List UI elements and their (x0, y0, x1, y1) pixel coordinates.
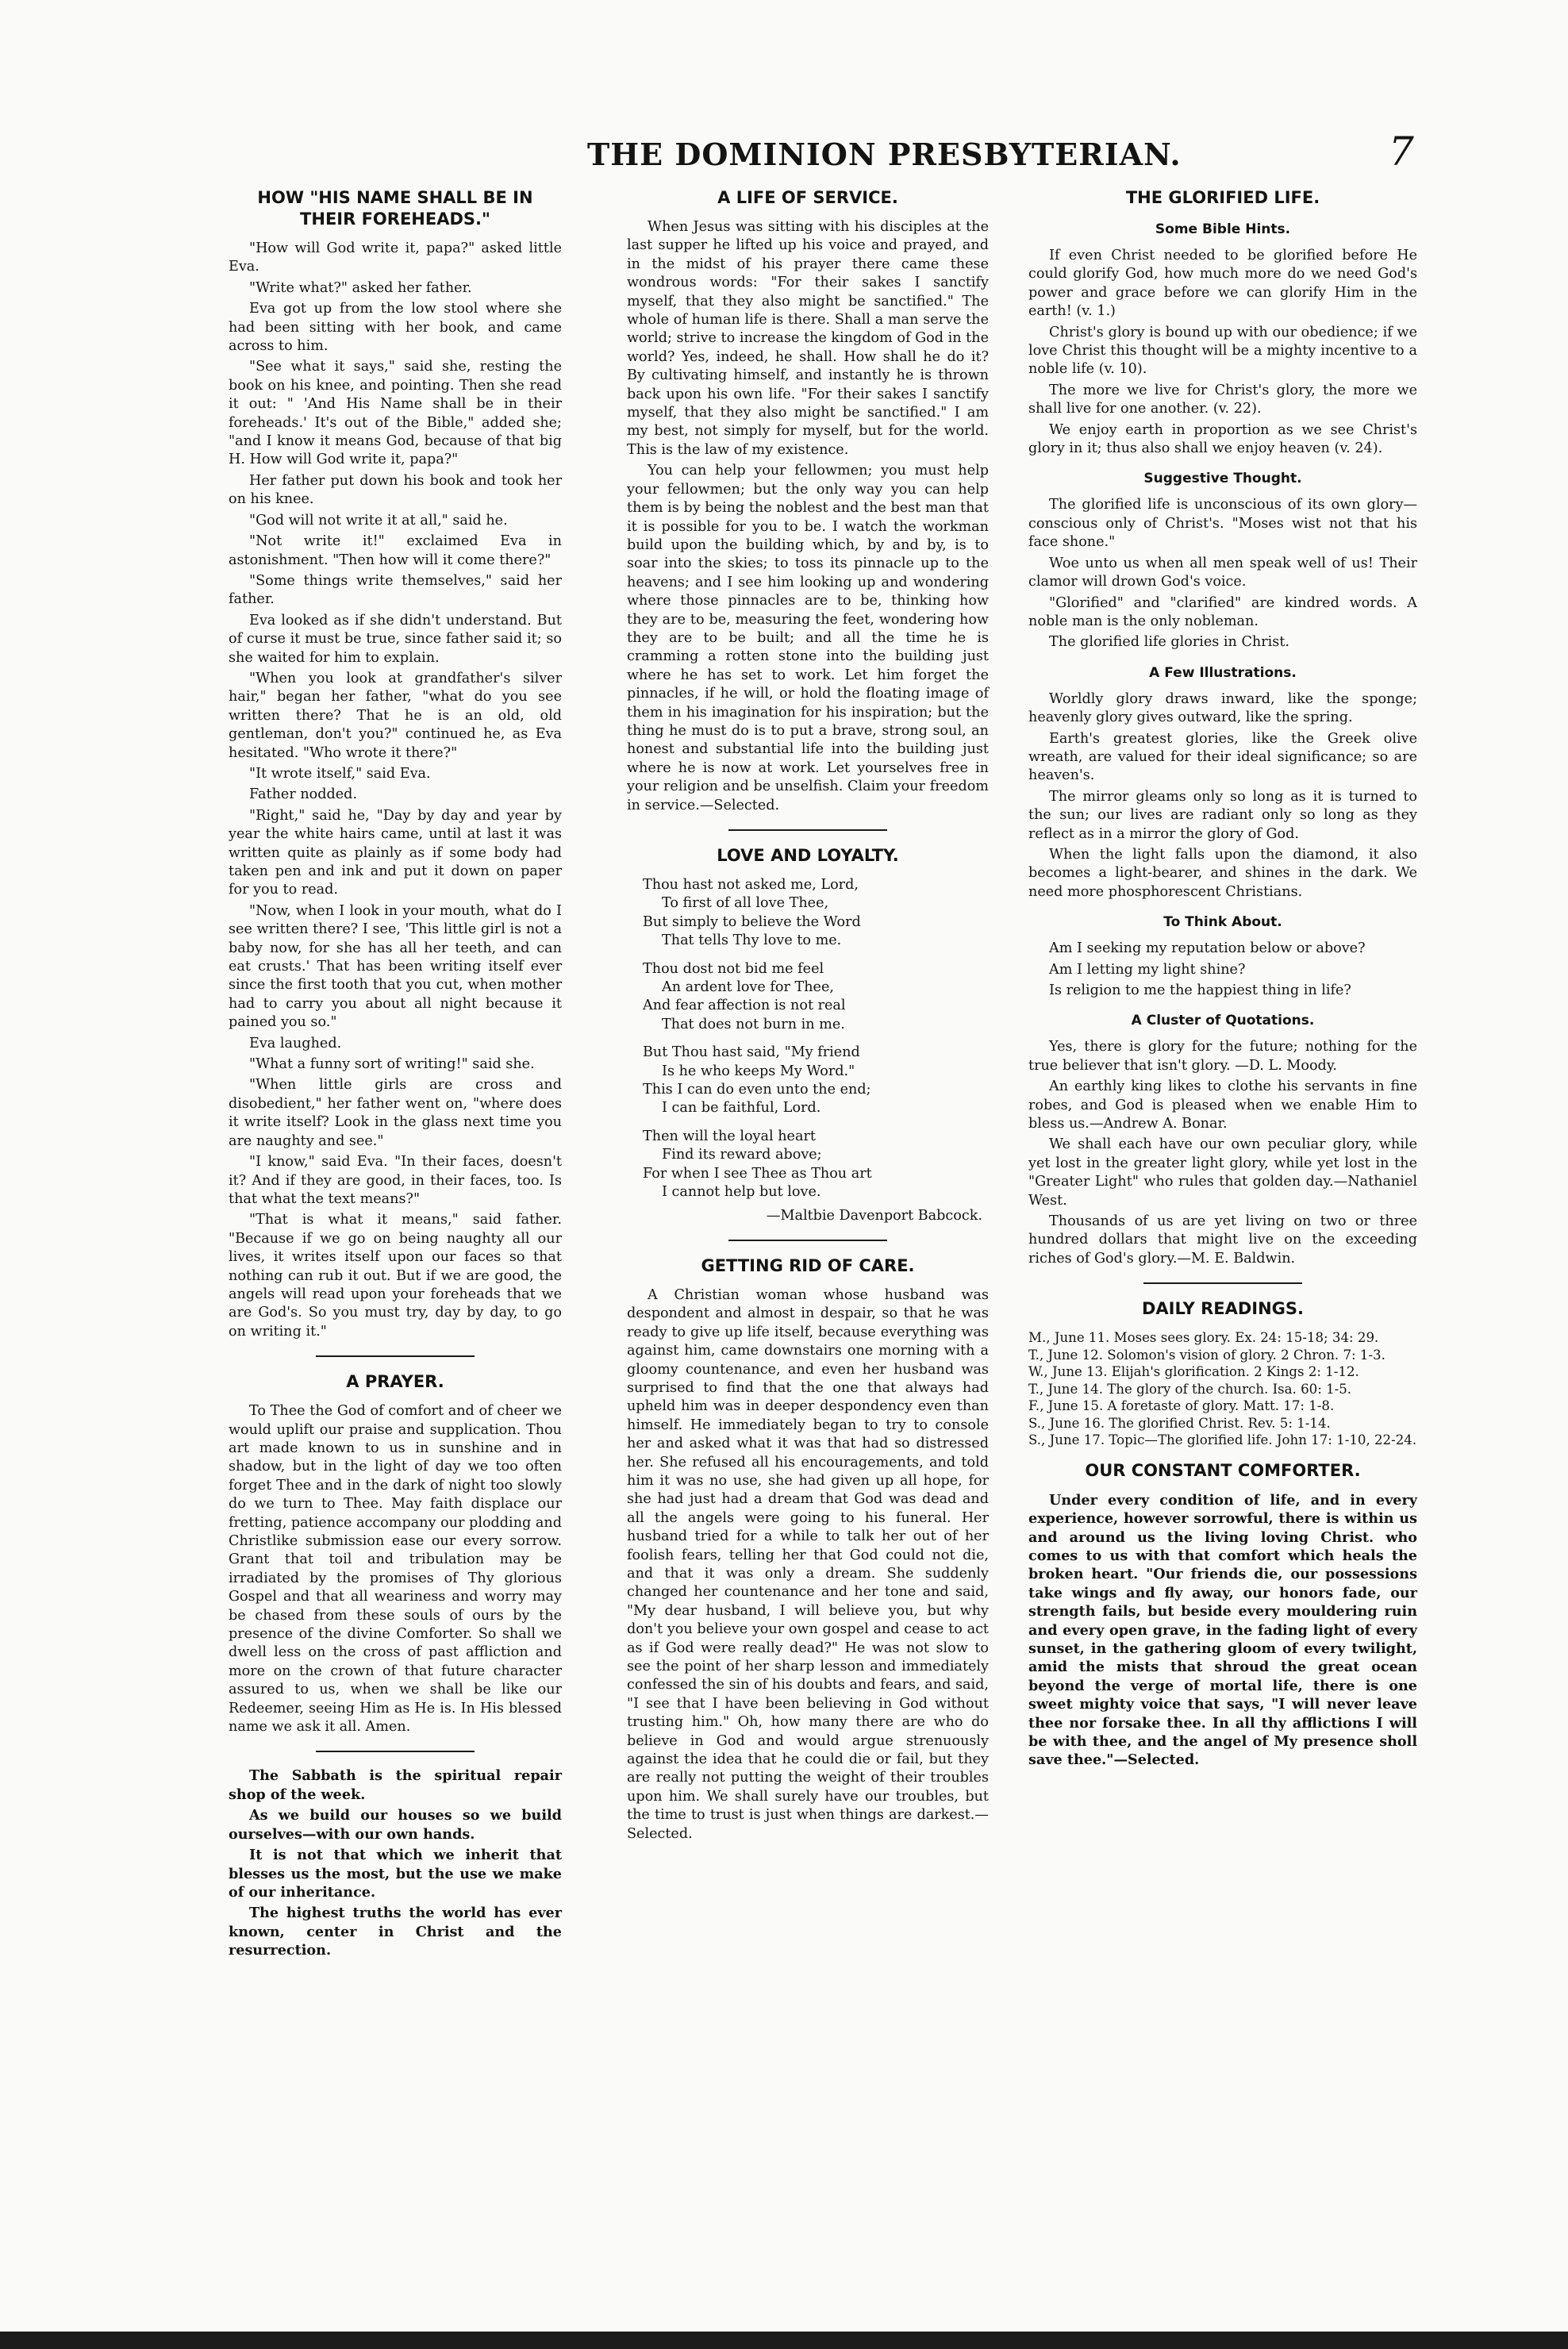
glorified-paragraph: The more we live for Christ's glory, the more we shall live for one another. (v. 22). (1028, 382, 1417, 417)
glorified-paragraph: "Glorified" and "clarified" are kindred words. A noble man is the only nobleman. (1028, 594, 1417, 629)
glorified-paragraph: Woe unto us when all men speak well of us! Their clamor will drown God's voice. (1028, 555, 1417, 590)
glorified-paragraph: Yes, there is glory for the future; nothing for the true believer that isn't glory. —D. L. Moody. (1028, 1039, 1417, 1074)
poem-line: That does not burn in me. (662, 1016, 845, 1032)
story-paragraph: Eva got up from the low stool where she had been sitting with her book, and came across to him. (229, 301, 562, 355)
glorified-paragraph: Is religion to me the happiest thing in life? (1049, 982, 1351, 998)
care-paragraph: A Christian woman whose husband was despondent and almost in despair, so that he was ready to give up life itself, because everything was against him, came downstairs one morning with a gloomy countenance, and even her husband was surprised to find that the one that always had upheld him was in deeper despondency even than himself. He immediately began to try to console her and asked what it was that had so distressed her. She refused all his encouragements, and told him it was no use, she had given up all hope, for she had just had a dream that God was dead and all the angels were going to his funeral. Her husband tried for a while to talk her out of her foolish fears, telling her that God could not die, and that it was only a dream. She suddenly changed her countenance and her tone and said, "My dear husband, I will believe you, but why don't you believe your own gospel and cease to act as if God were really dead?" He was not slow to see the point of her sharp lesson and immediately confessed the sin of his doubts and fears, and said, "I see that I have been believing in God without trusting him." Oh, how many there are who do believe in God and would argue strenuously against the idea that he could die or fail, but they are really not putting the weight of their troubles upon him. We shall surely have our troubles, but the time to trust is just when things are darkest.—Selected. (627, 1286, 989, 1842)
poem-line: For when I see Thee as Thou art (643, 1165, 872, 1182)
subheading: Some Bible Hints. (1155, 221, 1291, 237)
glorified-paragraph: If even Christ needed to be glorified before He could glorify God, how much more do we need God's power and grace before we can glorify Him in the earth! (v. 1.) (1028, 248, 1417, 320)
story-paragraph: "See what it says," said she, resting the book on his knee, and pointing. Then she read it out: " 'And His Name shall be in their foreheads.' It's out of the Bible," added she; "and I know it means God, because of that big H. How will God write it, papa?" (229, 359, 562, 468)
subheading: A Cluster of Quotations. (1131, 1013, 1315, 1029)
section-divider (728, 829, 887, 831)
care-title: GETTING RID OF CARE. (701, 1255, 915, 1275)
poem-line: Then will the loyal heart (643, 1128, 816, 1144)
reading-item: M., June 11. Moses sees glory. Ex. 24: 15-18; 34: 29. (1028, 1330, 1379, 1346)
glorified-paragraph: We shall each have our own peculiar glory, while yet lost in the greater light glory, while yet lost in the "Greater Light" who rules that golden day.—Nathaniel West. (1028, 1136, 1417, 1209)
reading-item: T., June 12. Solomon's vision of glory. 2 Chron. 7: 1-3. (1028, 1347, 1385, 1363)
saying: It is not that which we inherit that blesses us the most, but the use we make of our inheritance. (229, 1847, 562, 1901)
story-paragraph: "Some things write themselves," said her father. (229, 572, 562, 608)
saying: As we build our houses so we build ourselves—with our own hands. (229, 1807, 562, 1843)
poem-stanza (643, 960, 989, 1035)
story-paragraph: "God will not write it at all," said he. (249, 512, 508, 529)
prayer-paragraph: To Thee the God of comfort and of cheer we would uplift our praise and supplication. Thou art made known to us in sunshine and in shadow, but in the light of day we too often forget Thee and in the dark of night too slowly do we turn to Thee. May faith displace our fretting, patience accompany our plodding and Christlike submission ease our every sorrow. Grant that toil and tribulation may be irradiated by the promises of Thy glorious Gospel and that all weariness and worry may be chased from these souls of ours by the presence of the divine Comforter. So shall we dwell less on the cross of past affliction and more on the crown of that future character assured to us, when we shall be like our Redeemer, seeing Him as He is. In His blessed name we ask it all. Amen. (229, 1403, 562, 1736)
story-paragraph: "Right," said he, "Day by day and year by year the white hairs came, until at last it was written quite as plainly as if some body had taken pen and ink and put it down on paper for you to read. (229, 807, 562, 898)
section-divider (316, 1751, 475, 1752)
poem-line: But Thou hast said, "My friend (643, 1044, 860, 1061)
glorified-paragraph: Thousands of us are yet living on two or three hundred dollars that might live on the exceeding riches of God's glory.—M. E. Baldwin. (1028, 1213, 1417, 1267)
poem-stanza (643, 876, 989, 951)
column-1 (229, 184, 562, 1963)
story-paragraph: "What a funny sort of writing!" said she. (249, 1056, 535, 1073)
reading-item: T., June 14. The glory of the church. Isa. 60: 1-5. (1028, 1381, 1352, 1397)
poem-line: And fear affection is not real (643, 998, 846, 1014)
reading-item: W., June 13. Elijah's glorification. 2 Kings 2: 1-12. (1028, 1364, 1359, 1380)
saying: The highest truths the world has ever known, center in Christ and the resurrection. (229, 1905, 562, 1959)
poem-line: This I can do even unto the end; (643, 1082, 871, 1098)
poem-line: Is he who keeps My Word." (662, 1063, 855, 1079)
masthead: THE DOMINION PRESBYTERIAN. (587, 136, 1182, 172)
poem-title: LOVE AND LOYALTY. (717, 846, 899, 865)
saying: The Sabbath is the spiritual repair shop of the week. (229, 1767, 562, 1803)
story-paragraph: "Write what?" asked her father. (249, 279, 472, 296)
poem-line: But simply to believe the Word (643, 913, 861, 930)
story-paragraph: "Now, when I look in your mouth, what do I see written there? I see, 'This little girl is not a baby now, for she has all her teeth, and can eat crusts.' That has been writing itself ever since the first tooth that you cut, when mother had to carry you about all night because it pained you so." (229, 902, 562, 1031)
subheading: To Think About. (1163, 914, 1282, 931)
scan-bottom-edge (0, 2332, 1568, 2349)
story-paragraph: "That is what it means," said father. "Because if we go on being naughty all our lives, it writes itself upon our faces so that nothing can rub it out. But if we are good, the angels will read upon your foreheads that we are God's. So you must try, day by day, to go on writing it." (229, 1212, 562, 1340)
glorified-paragraph: Am I letting my light shine? (1049, 961, 1246, 978)
page-number: 7 (1389, 129, 1414, 175)
poem-line: That tells Thy love to me. (662, 932, 842, 949)
story-paragraph: "I know," said Eva. "In their faces, doesn't it? And if they are good, in their faces, too. Is that what the text means?" (229, 1154, 562, 1207)
glorified-paragraph: The glorified life is unconscious of its own glory—conscious only of Christ's. "Moses wist not that his face shone." (1028, 497, 1417, 551)
glorified-paragraph: The mirror gleams only so long as it is turned to the sun; our lives are radiant only so long as they reflect as in a mirror the glory of God. (1028, 788, 1417, 842)
poem-line: To first of all love Thee, (662, 895, 829, 912)
prayer-title: A PRAYER. (346, 1372, 444, 1392)
readings-title: DAILY READINGS. (1141, 1299, 1305, 1319)
story-paragraph: "How will God write it, papa?" asked little Eva. (229, 240, 562, 275)
section-divider (316, 1355, 475, 1357)
poem-line: Find its reward above; (662, 1147, 822, 1163)
service-title: A LIFE OF SERVICE. (717, 188, 898, 207)
reading-item: F., June 15. A foretaste of glory. Matt. 17: 1-8. (1028, 1398, 1335, 1414)
poem-line: I cannot help but love. (662, 1184, 821, 1201)
column-3 (1028, 184, 1417, 1772)
glorified-paragraph: Am I seeking my reputation below or above? (1049, 940, 1366, 957)
poem-stanza (643, 1128, 989, 1202)
story-paragraph: Eva looked as if she didn't understand. But of curse it must be true, since father said it; so she waited for him to explain. (229, 612, 562, 666)
section-divider (1143, 1282, 1302, 1284)
glorified-paragraph: When the light falls upon the diamond, it also becomes a light-bearer, and shines in the dark. We need more phosphorescent Christians. (1028, 846, 1417, 900)
glorified-paragraph: Earth's greatest glories, like the Greek olive wreath, are valued for their ideal significance; so are heaven's. (1028, 730, 1417, 784)
story-paragraph: "It wrote itself," said Eva. (249, 765, 431, 782)
service-paragraph: You can help your fellowmen; you must help your fellowmen; but the only way you can help them is by being the noblest and the best man that it is possible for you to be. I watch the workman build upon the building which, by and by, is to soar into the skies; to toss its pinnacle up to the heavens; and I see him looking up and wondering where those pinnacles are to be, thinking how they are to be, measuring the feet, wondering how they are to be built; and all the time he is cramming a rotten stone into the building just where he has set to work. Let him forget the pinnacles, if he will, or hold the floating image of them in his imagination for his inspiration; but the thing he must do is to put a brave, strong soul, an honest and substantial life into the building just where he is now at work. Let yourselves free in your religion and be unselfish. Claim your freedom in service.—Selected. (627, 463, 989, 813)
story-title: HOW "HIS NAME SHALL BE IN THEIR FOREHEADS." (257, 188, 533, 229)
poem-credit: —Maltbie Davenport Babcock. (766, 1207, 982, 1224)
subheading: Suggestive Thought. (1143, 471, 1302, 487)
subheading: A Few Illustrations. (1149, 664, 1297, 681)
poem-stanza (643, 1044, 989, 1118)
glorified-title: THE GLORIFIED LIFE. (1125, 188, 1320, 207)
glorified-paragraph: Christ's glory is bound up with our obedience; if we love Christ this thought will be a mighty incentive to a noble life (v. 10). (1028, 324, 1417, 378)
comforter-paragraph: Under every condition of life, and in every experience, however sorrowful, there is within us and around us the living loving Christ. who comes to us with that comfort which heals the broken heart. "Our friends die, our possessions take wings and fly away, our honors fade, our strength fails, but beside every mouldering ruin and every open grave, in the fading light of every sunset, in the gathering gloom of every twilight, amid the mists that shroud the great ocean beyond the verge of mortal life, there is one sweet mighty voice that says, "I will never leave thee nor forsake thee. In all thy afflictions I will be with thee, and the angel of My presence sholl save thee."—Selected. (1028, 1491, 1417, 1769)
story-paragraph: Her father put down his book and took her on his knee. (229, 472, 562, 508)
poem-line: An ardent love for Thee, (662, 979, 834, 996)
section-divider (728, 1240, 887, 1241)
poem-line: Thou dost not bid me feel (643, 960, 824, 977)
comforter-title: OUR CONSTANT COMFORTER. (1085, 1460, 1361, 1480)
service-paragraph: When Jesus was sitting with his disciples at the last supper he lifted up his voice and prayed, and in the midst of his prayer there came these wondrous words: "For their sakes I sanctify myself, that they also might be sanctified." The whole of human life is there. Shall a man serve the world; strive to increase the kingdom of God in the world? Yes, indeed, he shall. How shall he do it? By cultivating himself, and instantly he is thrown back upon his own life. "For their sakes I sanctify myself, that they also might be sanctified." I am my best, not simply for myself, but for the world. This is the law of my existence. (627, 219, 989, 458)
column-2 (627, 184, 989, 1846)
story-paragraph: "When little girls are cross and disobedient," her father went on, "where does it write itself? Look in the glass next time you are naughty and see." (229, 1077, 562, 1149)
glorified-paragraph: An earthly king likes to clothe his servants in fine robes, and God is pleased when we enable Him to bless us.—Andrew A. Bonar. (1028, 1078, 1417, 1132)
glorified-paragraph: The glorified life glories in Christ. (1049, 634, 1289, 651)
reading-item: S., June 17. Topic—The glorified life. John 17: 1-10, 22-24. (1028, 1432, 1417, 1448)
story-paragraph: "Not write it!" exclaimed Eva in astonishment. "Then how will it come there?" (229, 533, 562, 568)
glorified-paragraph: Worldly glory draws inward, like the sponge; heavenly glory gives outward, like the spring. (1028, 690, 1417, 726)
glorified-paragraph: We enjoy earth in proportion as we see Christ's glory in it; thus also shall we enjoy heaven (v. 24). (1028, 421, 1417, 457)
poem-line: I can be faithful, Lord. (662, 1100, 821, 1117)
reading-item: S., June 16. The glorified Christ. Rev. 5: 1-14. (1028, 1415, 1331, 1431)
story-paragraph: Eva laughed. (249, 1035, 342, 1051)
story-paragraph: "When you look at grandfather's silver hair," began her father, "what do you see written there? That he is an old, old gentleman, don't you?" continued he, as Eva hesitated. "Who wrote it there?" (229, 670, 562, 761)
poem-line: Thou hast not asked me, Lord, (643, 877, 859, 893)
story-paragraph: Father nodded. (249, 786, 358, 803)
